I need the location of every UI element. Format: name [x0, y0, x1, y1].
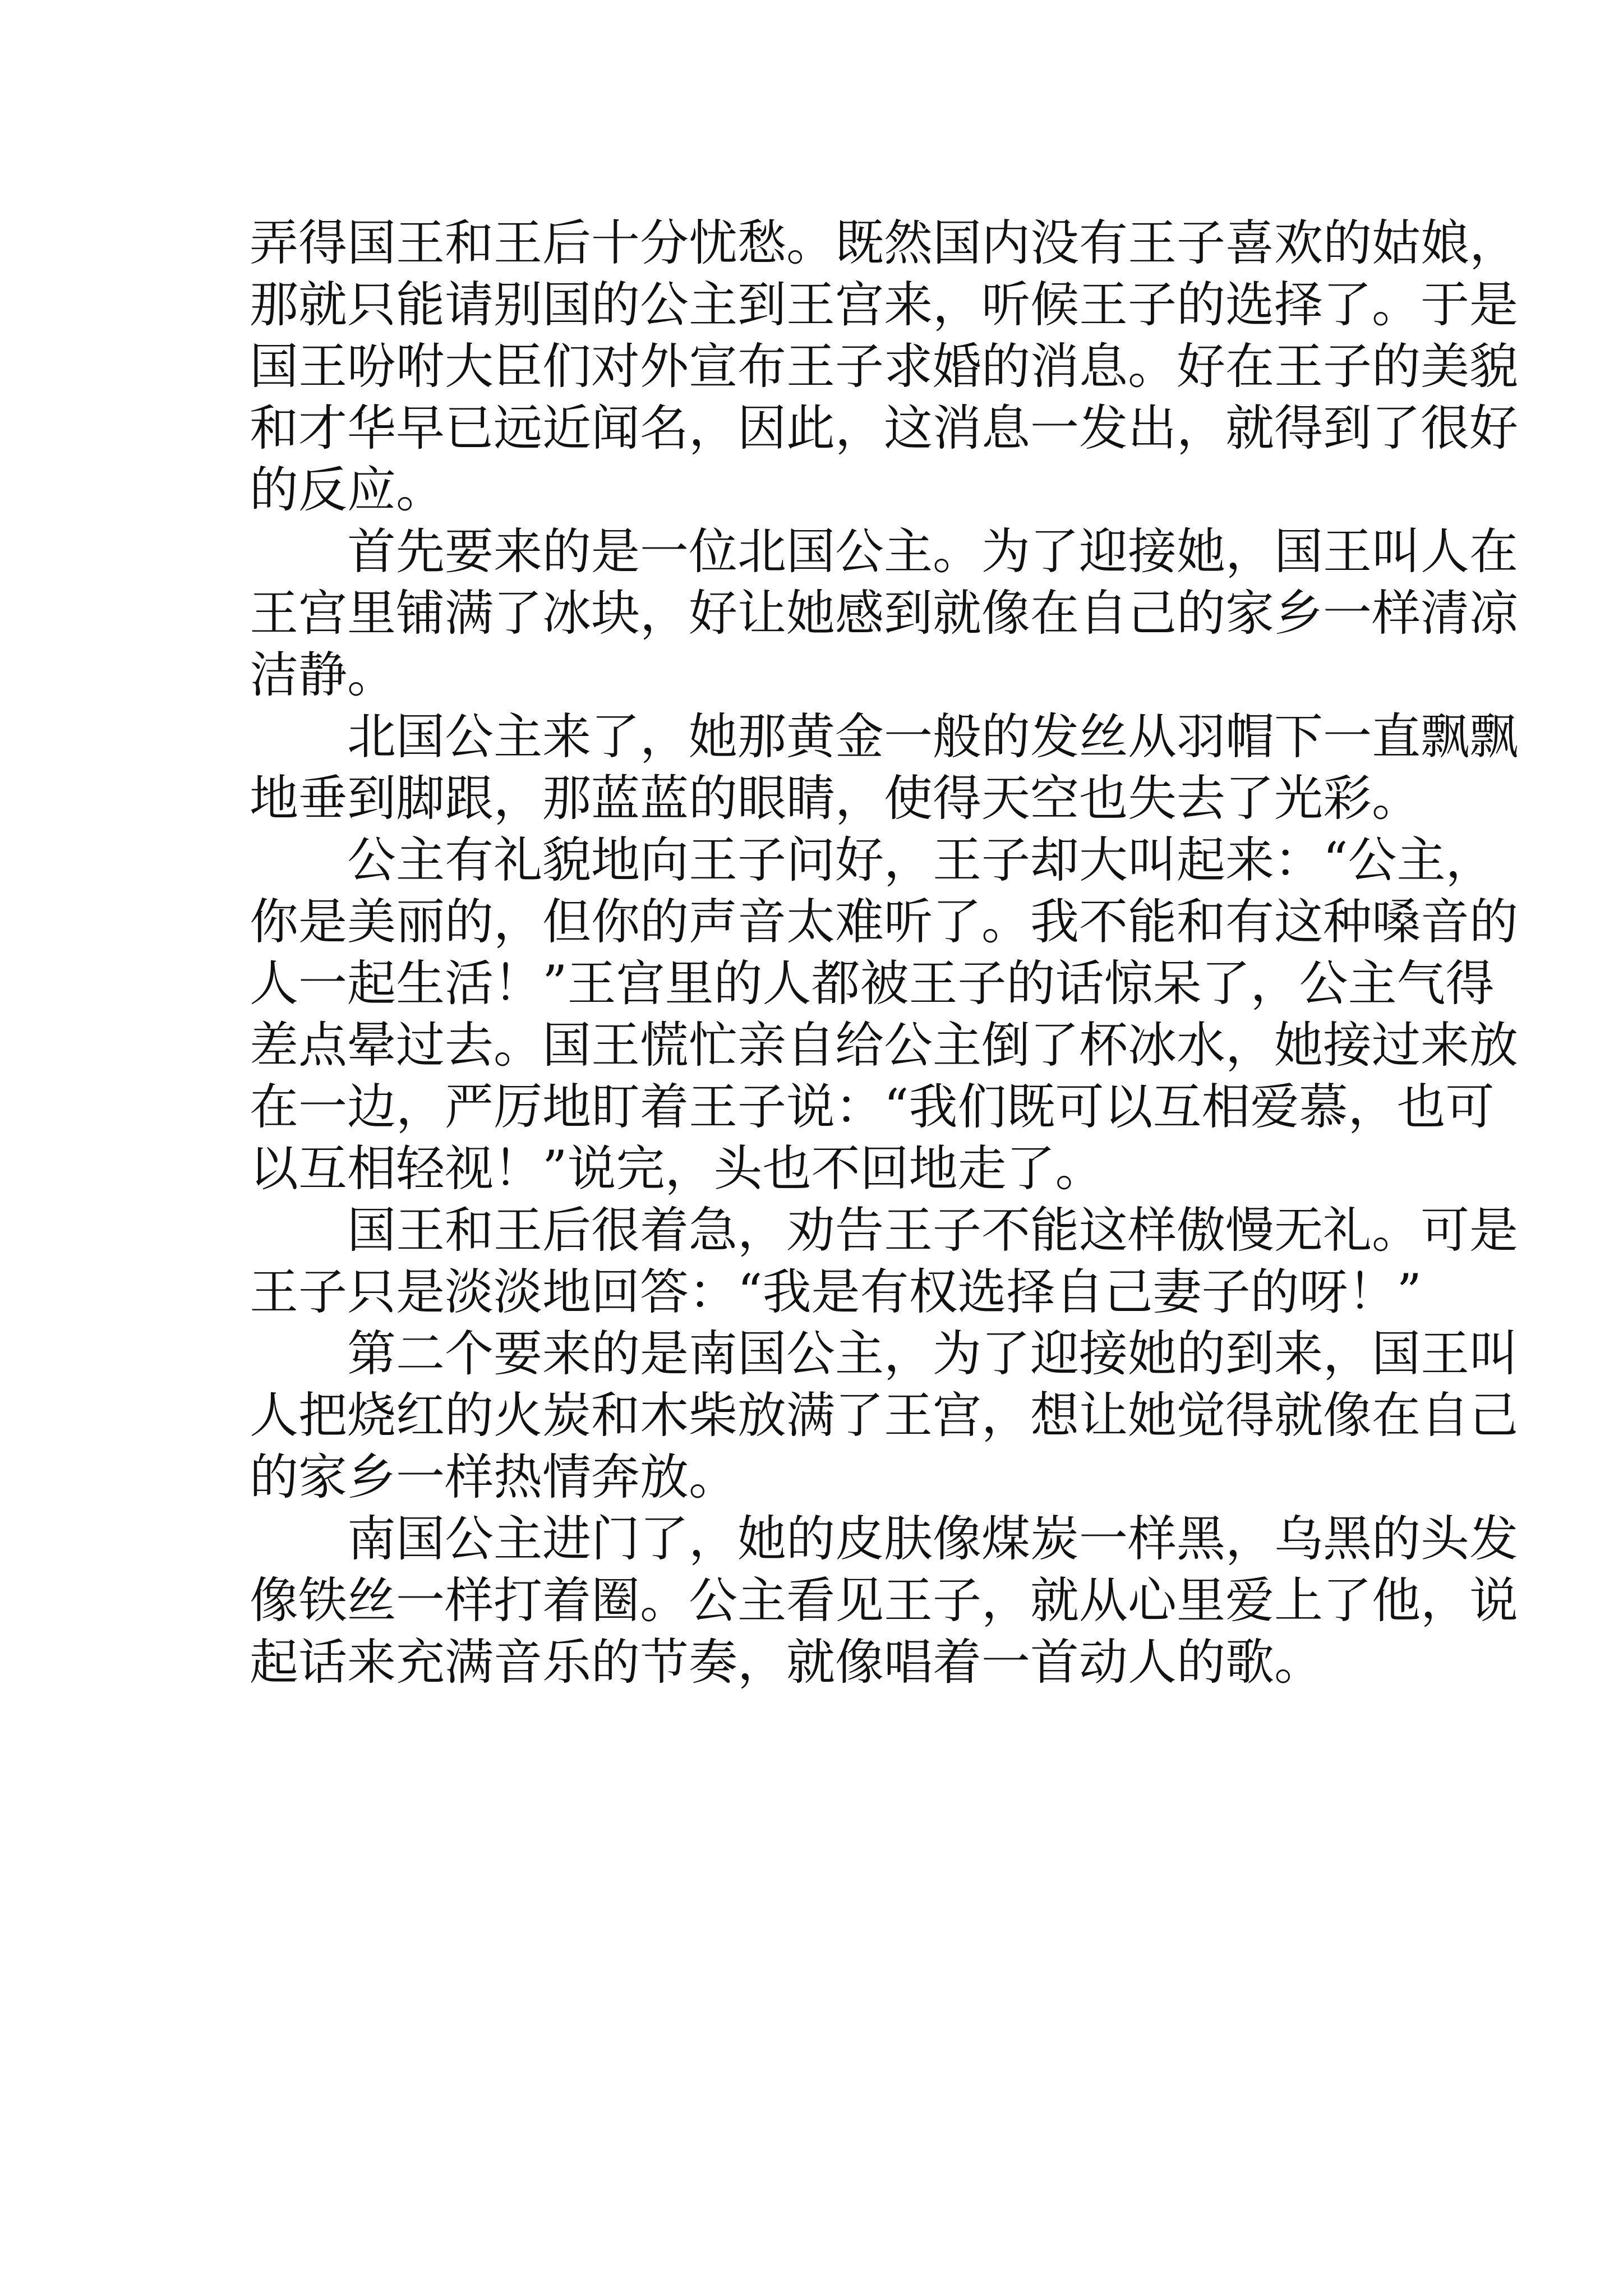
- text-line: 和才华早已远近闻名，因此，这消息一发出，就得到了很好: [250, 399, 1518, 457]
- text-line: 国王吩咐大臣们对外宣布王子求婚的消息。好在王子的美貌: [250, 338, 1518, 395]
- text-line: 北国公主来了，她那黄金一般的发丝从羽帽下一直飘飘: [250, 708, 1518, 765]
- text-line: 以互相轻视！”说完，头也不回地走了。: [250, 1140, 1104, 1197]
- story-text: [250, 212, 1518, 1693]
- text-line: 王宫里铺满了冰块，好让她感到就像在自己的家乡一样清凉: [250, 585, 1518, 642]
- text-line: 的家乡一样热情奔放。: [250, 1448, 737, 1506]
- text-line: 在一边，严厉地盯着王子说：“我们既可以互相爱慕，也可: [250, 1078, 1495, 1135]
- text-line: 人把烧红的火炭和木柴放满了王宫，想让她觉得就像在自己: [250, 1387, 1518, 1444]
- text-line: 人一起生活！”王宫里的人都被王子的话惊呆了，公主气得: [250, 955, 1495, 1012]
- text-line: 那就只能请别国的公主到王宫来，听候王子的选择了。于是: [250, 276, 1518, 333]
- text-line: 第二个要来的是南国公主，为了迎接她的到来，国王叫: [250, 1325, 1518, 1382]
- text-line: 像铁丝一样打着圈。公主看见王子，就从心里爱上了他，说: [250, 1572, 1518, 1629]
- text-line: 公主有礼貌地向王子问好，王子却大叫起来：“公主，: [250, 831, 1495, 889]
- text-line: 国王和王后很着急，劝告王子不能这样傲慢无礼。可是: [250, 1202, 1518, 1259]
- text-line: 弄得国王和王后十分忧愁。既然国内没有王子喜欢的姑娘，: [250, 214, 1518, 272]
- text-line: 南国公主进门了，她的皮肤像煤炭一样黑，乌黑的头发: [250, 1510, 1518, 1567]
- text-line: 起话来充满音乐的节奏，就像唱着一首动人的歌。: [250, 1634, 1323, 1691]
- text-line: 地垂到脚跟，那蓝蓝的眼睛，使得天空也失去了光彩。: [250, 770, 1421, 827]
- text-line: 洁静。: [250, 646, 396, 703]
- text-line: 的反应。: [250, 461, 445, 518]
- text-line: 你是美丽的，但你的声音太难听了。我不能和有这种嗓音的: [250, 893, 1518, 950]
- text-line: 首先要来的是一位北国公主。为了迎接她，国王叫人在: [250, 523, 1518, 580]
- text-line: 王子只是淡淡地回答：“我是有权选择自己妻子的呀！”: [250, 1263, 1422, 1320]
- text-line: 差点晕过去。国王慌忙亲自给公主倒了杯冰水，她接过来放: [250, 1016, 1518, 1074]
